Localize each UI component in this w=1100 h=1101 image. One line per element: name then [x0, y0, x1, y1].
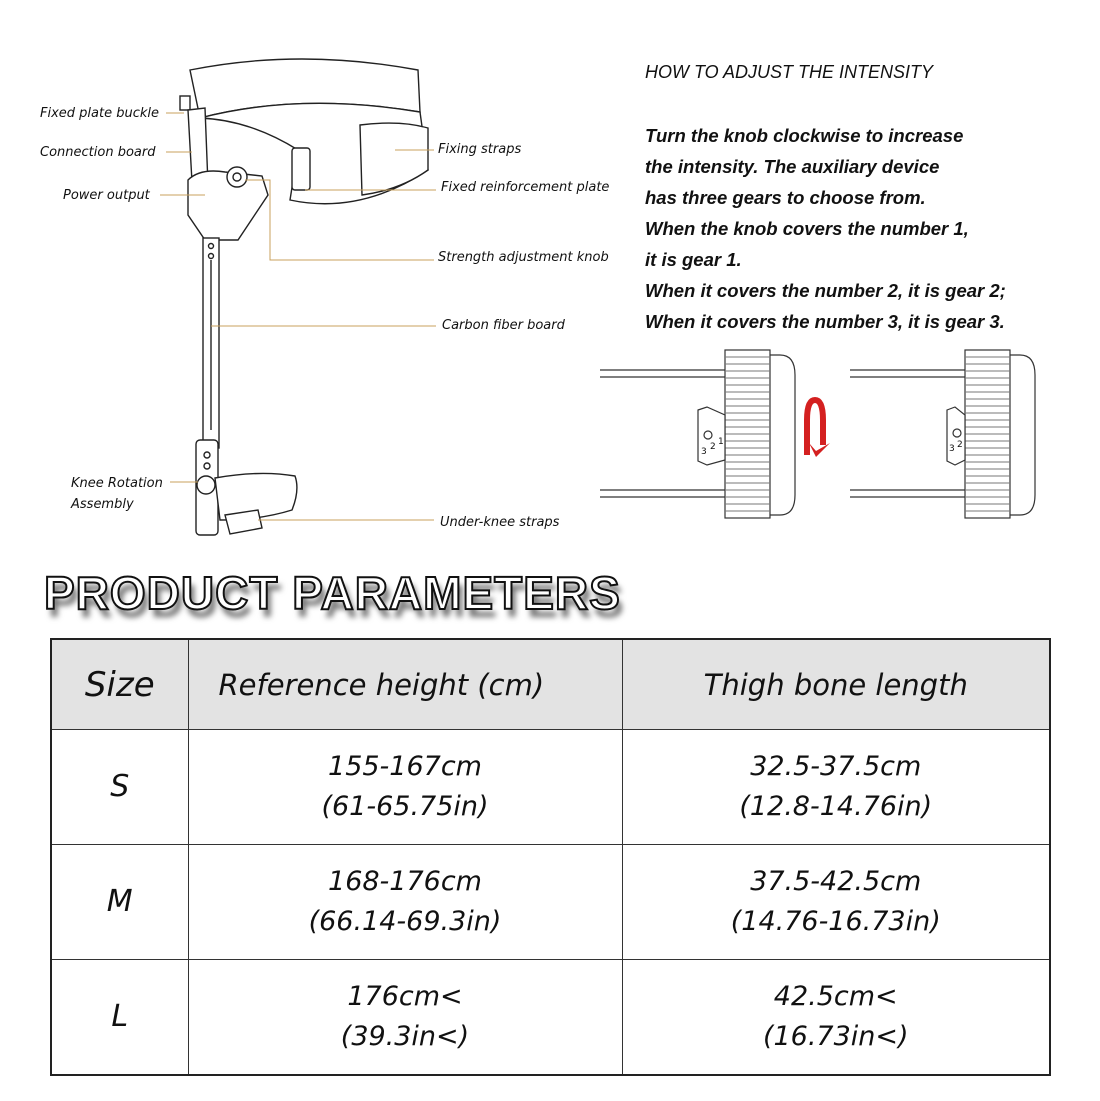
arrow-head-icon	[809, 443, 830, 457]
thigh-cell	[622, 845, 1050, 960]
height-in: (39.3in<)	[340, 1021, 470, 1052]
thigh-cm: 37.5-42.5cm	[750, 866, 922, 897]
table-row	[51, 960, 1050, 1076]
instruction-line: has three gears to choose from.	[645, 187, 926, 208]
height-cell	[188, 960, 622, 1076]
label-strength-adjustment-knob: Strength adjustment knob	[438, 250, 609, 265]
size-cell: S	[51, 730, 188, 845]
column-header-thigh-bone-length: Thigh bone length	[622, 639, 1050, 730]
reinforcement-plate	[292, 148, 310, 190]
instruction-line: When it covers the number 2, it is gear 2;	[645, 280, 1006, 301]
knee-hinge	[197, 476, 215, 494]
instruction-line: it is gear 1.	[645, 249, 742, 270]
dial-number: 3	[949, 444, 955, 454]
dial-number: 2	[710, 442, 716, 452]
thigh-in: (16.73in<)	[762, 1021, 909, 1052]
instruction-line: Turn the knob clockwise to increase	[645, 125, 964, 146]
dial-number: 1	[718, 437, 724, 447]
instruction-line: When the knob covers the number 1,	[645, 218, 969, 239]
table-row	[51, 730, 1050, 845]
right-dial-window	[947, 407, 965, 465]
thigh-cm: 42.5cm<	[773, 981, 898, 1012]
parameters-table	[50, 638, 1051, 1076]
height-in: (61-65.75in)	[321, 791, 489, 822]
instructions-title: HOW TO ADJUST THE INTENSITY	[645, 62, 934, 82]
fixing-strap	[360, 123, 428, 195]
product-parameters-heading: PRODUCT PARAMETERS	[44, 567, 621, 619]
size-cell: L	[51, 960, 188, 1076]
instruction-line: the intensity. The auxiliary device	[645, 156, 940, 177]
size-cell: M	[51, 845, 188, 960]
height-cm: 168-176cm	[328, 866, 482, 897]
height-cell	[188, 845, 622, 960]
label-knee-rotation-assembly: Knee Rotation Assembly	[71, 476, 163, 512]
thigh-cm: 32.5-37.5cm	[750, 751, 922, 782]
label-carbon-fiber-board: Carbon fiber board	[442, 318, 565, 333]
height-cm: 155-167cm	[328, 751, 482, 782]
dial-number: 2	[957, 440, 963, 450]
thigh-cell	[622, 730, 1050, 845]
table-row	[51, 845, 1050, 960]
column-header-size: Size	[51, 639, 188, 730]
knob-illustration	[595, 345, 1065, 525]
column-header-reference-height: Reference height (cm)	[188, 639, 622, 730]
rotate-clockwise-arrow-icon	[807, 400, 823, 455]
label-under-knee-straps: Under-knee straps	[440, 515, 560, 530]
instruction-line: When it covers the number 3, it is gear 3.	[645, 311, 1005, 332]
height-in: (66.14-69.3in)	[308, 906, 502, 937]
dial-number: 3	[701, 447, 707, 457]
height-cell	[188, 730, 622, 845]
thigh-in: (12.8-14.76in)	[739, 791, 933, 822]
label-power-output: Power output	[63, 188, 150, 203]
thigh-cell	[622, 960, 1050, 1076]
label-fixed-plate-buckle: Fixed plate buckle	[40, 106, 159, 121]
label-fixing-straps: Fixing straps	[438, 142, 522, 157]
buckle	[180, 96, 190, 110]
label-fixed-reinforcement-plate: Fixed reinforcement plate	[441, 180, 610, 195]
table-header-row	[51, 639, 1050, 730]
thigh-in: (14.76-16.73in)	[730, 906, 941, 937]
label-connection-board: Connection board	[40, 145, 156, 160]
height-cm: 176cm<	[347, 981, 463, 1012]
